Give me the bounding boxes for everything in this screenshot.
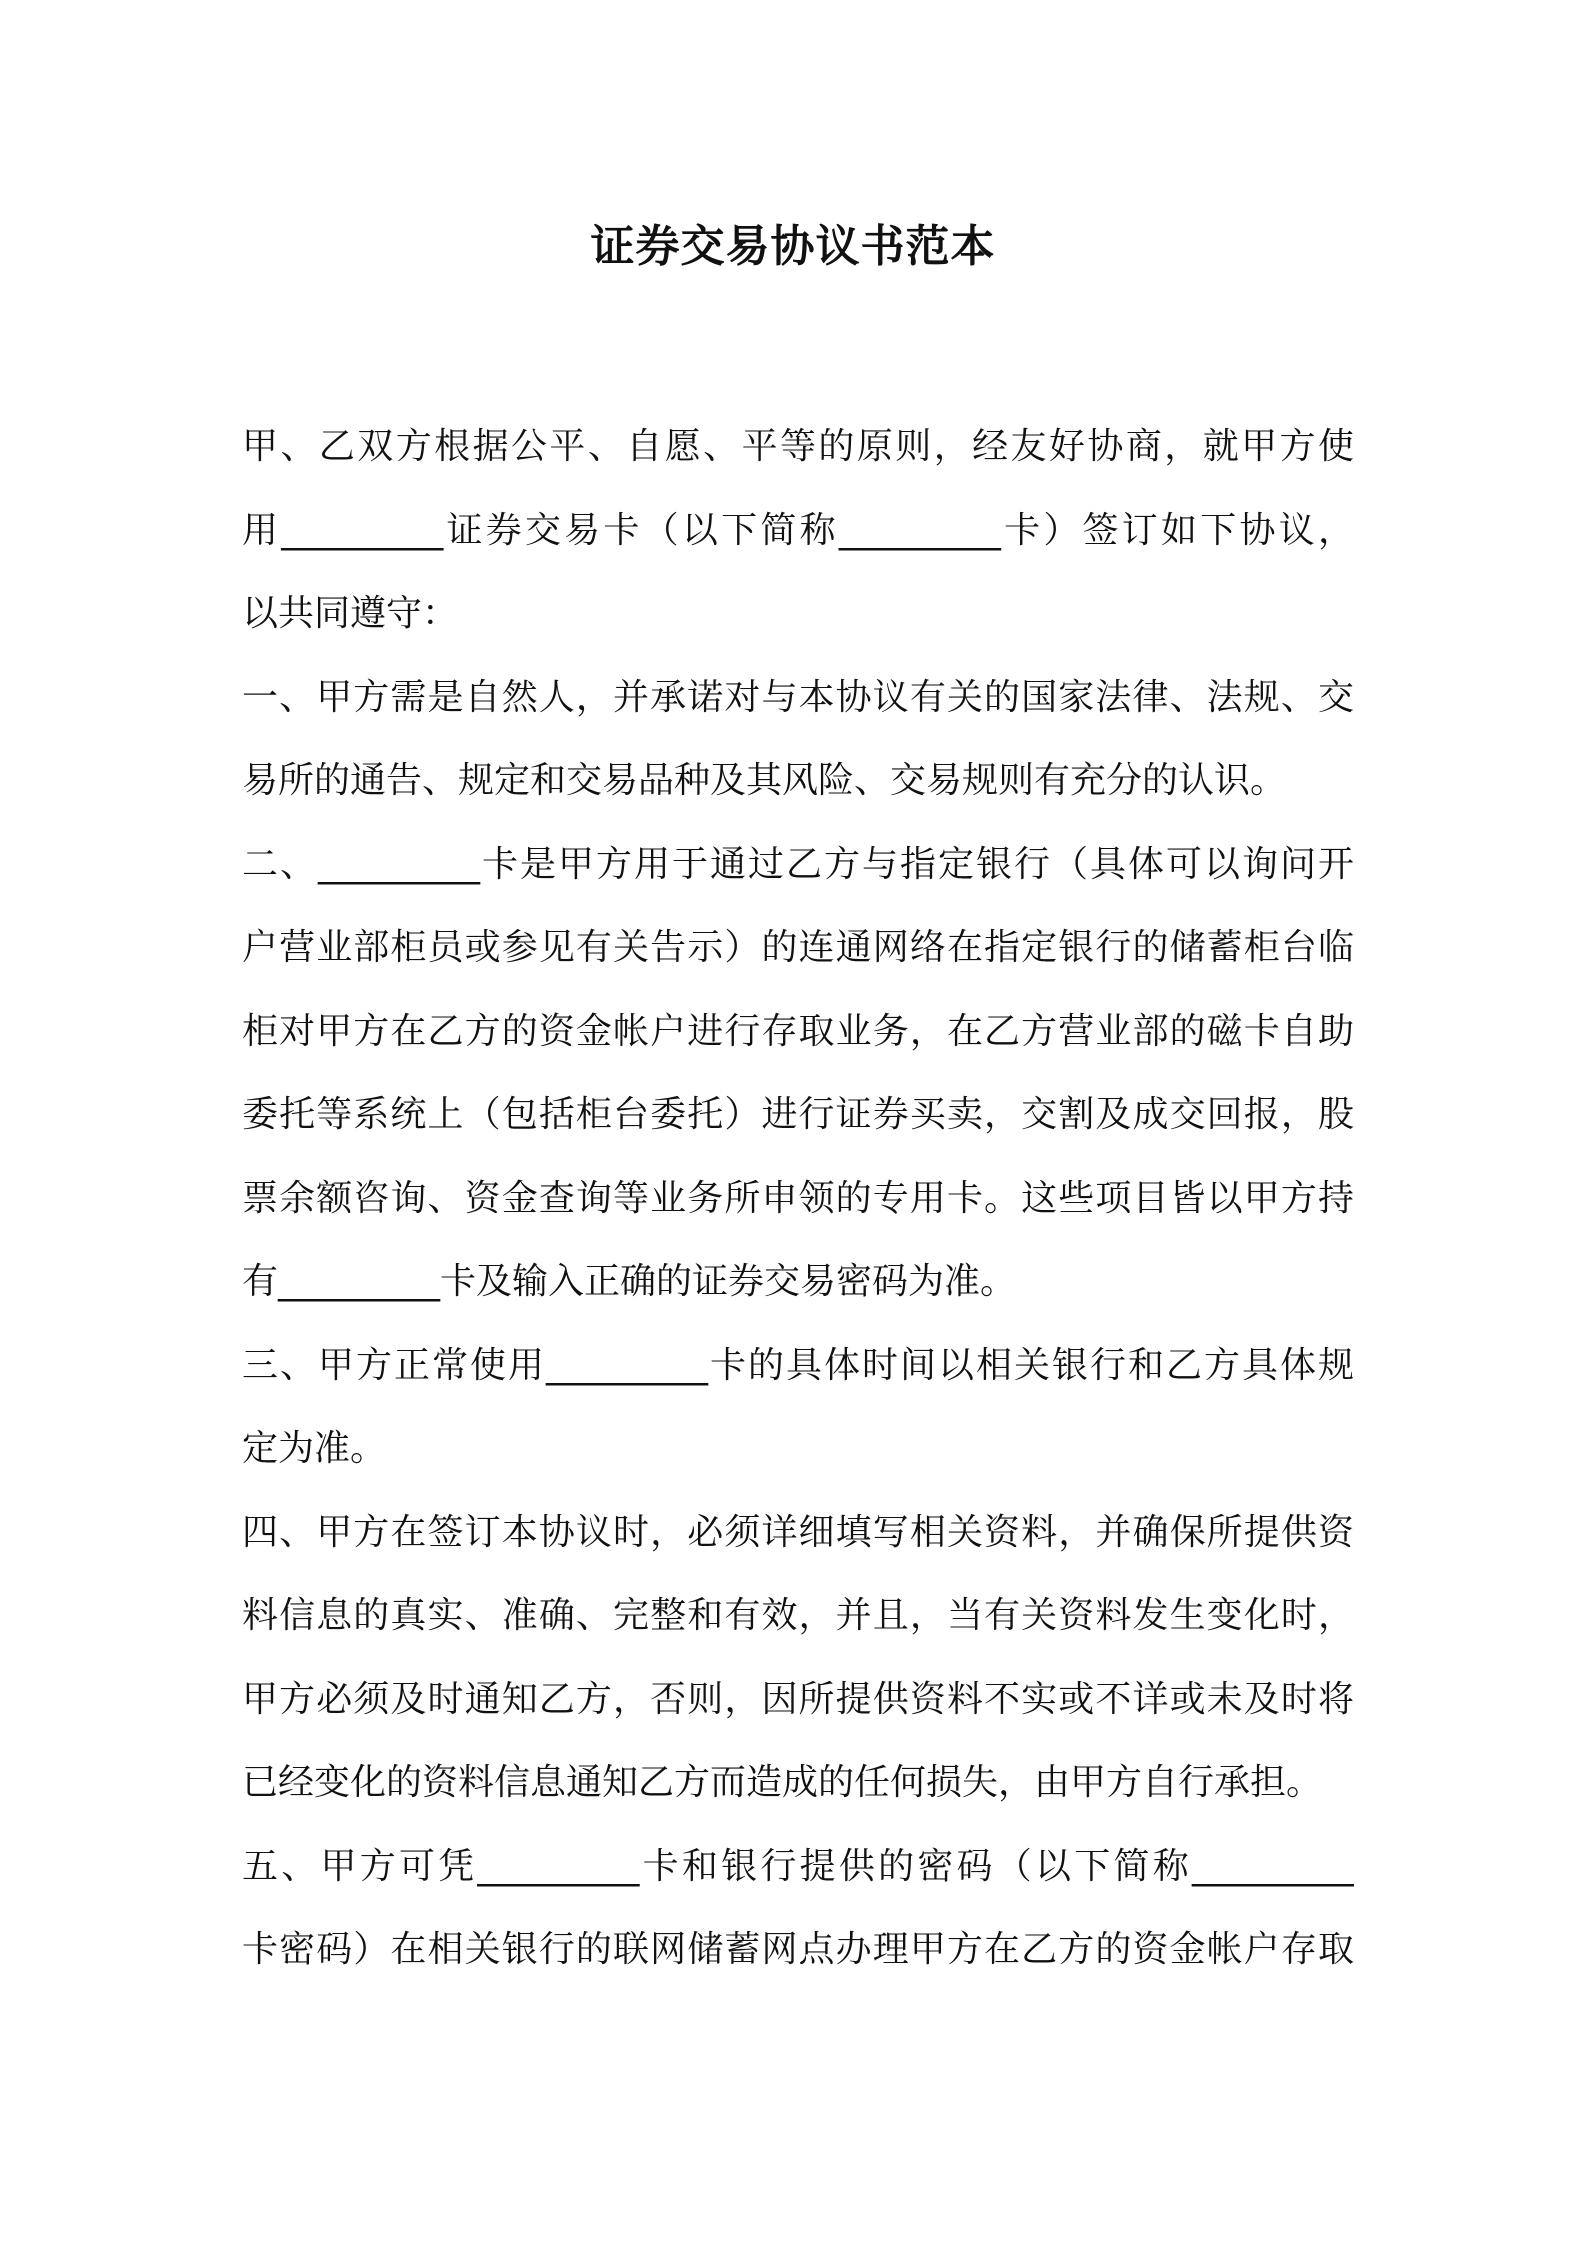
body-line: 四、甲方在签订本协议时，必须详细填写相关资料，并确保所提供资 bbox=[242, 1511, 1354, 1553]
document-title: 证券交易协议书范本 bbox=[590, 221, 996, 272]
body-line: 户营业部柜员或参见有关告示）的连通网络在指定银行的储蓄柜台临 bbox=[242, 927, 1354, 968]
body-line: 三、甲方正常使用_________卡的具体时间以相关银行和乙方具体规 bbox=[242, 1344, 1354, 1386]
body-line: 卡密码）在相关银行的联网储蓄网点办理甲方在乙方的资金帐户存取 bbox=[242, 1929, 1354, 1970]
body-line: 料信息的真实、准确、完整和有效，并且，当有关资料发生变化时， bbox=[242, 1595, 1354, 1636]
body-line: 五、甲方可凭_________卡和银行提供的密码（以下简称_________ bbox=[242, 1845, 1354, 1887]
body-line: 票余额咨询、资金查询等业务所申领的专用卡。这些项目皆以甲方持 bbox=[242, 1177, 1354, 1219]
body-line: 甲、乙双方根据公平、自愿、平等的原则，经友好协商，就甲方使 bbox=[242, 426, 1354, 467]
body-line: 用_________证券交易卡（以下简称_________卡）签订如下协议， bbox=[242, 509, 1354, 551]
body-line: 易所的通告、规定和交易品种及其风险、交易规则有充分的认识。 bbox=[242, 760, 1287, 801]
body-line: 有_________卡及输入正确的证券交易密码为准。 bbox=[242, 1261, 1017, 1302]
body-line: 甲方必须及时通知乙方，否则，因所提供资料不实或不详或未及时将 bbox=[242, 1678, 1354, 1720]
body-line: 定为准。 bbox=[242, 1428, 387, 1469]
body-line: 柜对甲方在乙方的资金帐户进行存取业务，在乙方营业部的磁卡自助 bbox=[242, 1010, 1354, 1052]
body-line: 已经变化的资料信息通知乙方而造成的任何损失，由甲方自行承担。 bbox=[242, 1762, 1323, 1803]
body-line: 二、_________卡是甲方用于通过乙方与指定银行（具体可以询问开 bbox=[242, 843, 1354, 885]
body-line: 一、甲方需是自然人，并承诺对与本协议有关的国家法律、法规、交 bbox=[242, 676, 1354, 718]
agreement-body bbox=[242, 405, 1354, 1992]
body-line: 委托等系统上（包括柜台委托）进行证券买卖，交割及成交回报，股 bbox=[242, 1094, 1354, 1135]
body-line: 以共同遵守： bbox=[242, 593, 459, 634]
